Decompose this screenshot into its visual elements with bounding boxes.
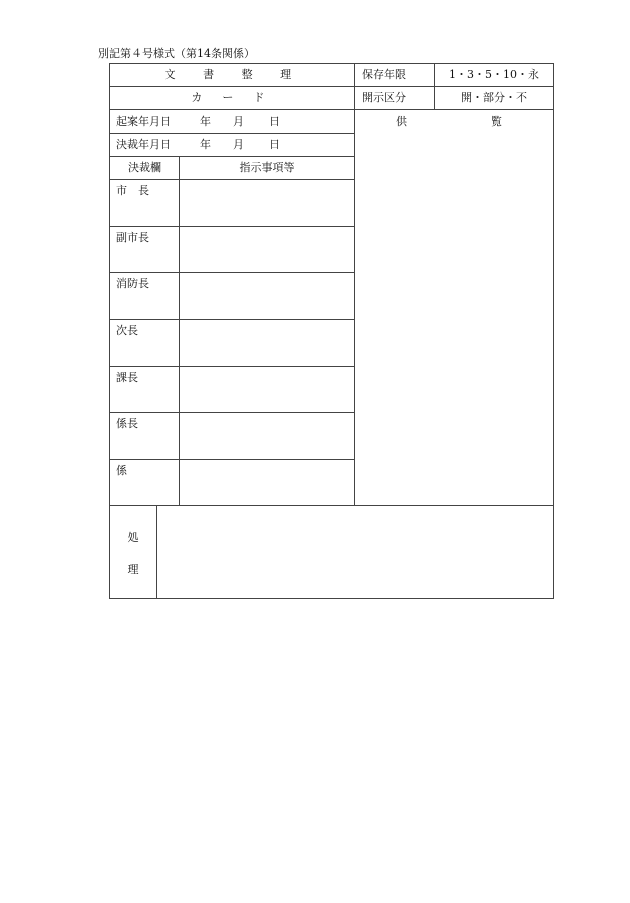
row-divider [110, 133, 354, 134]
approver-mayor: 市 長 [116, 184, 149, 197]
draft-date-label: 起案年月日 [116, 115, 171, 128]
draft-date-year: 年 [200, 115, 211, 128]
document-management-card [109, 63, 554, 599]
column-divider [354, 64, 355, 505]
decision-date-label: 決裁年月日 [116, 138, 171, 151]
column-divider [156, 505, 157, 598]
approver-staff: 係 [116, 464, 127, 477]
row-divider [110, 412, 354, 413]
row-divider [110, 459, 354, 460]
instruction-column-heading: 指示事項等 [239, 161, 295, 174]
retention-value: 1・3・5・10・永 [449, 68, 539, 81]
row-divider [110, 86, 553, 87]
row-divider [110, 505, 553, 506]
kyoran-label-left: 供 [396, 115, 407, 128]
card-title: 文 書 整 理 [164, 68, 300, 81]
draft-date-month: 月 [233, 115, 244, 128]
row-divider [110, 179, 354, 180]
draft-date-day: 日 [269, 115, 280, 128]
disclosure-value: 開・部分・不 [461, 91, 527, 104]
row-divider [110, 319, 354, 320]
approver-deputy-mayor: 副市長 [116, 231, 149, 244]
kyoran-label-right: 覧 [491, 115, 502, 128]
approver-section-chief: 課長 [116, 371, 138, 384]
row-divider [110, 366, 354, 367]
retention-label: 保存年限 [362, 68, 406, 81]
decision-date-month: 月 [233, 138, 244, 151]
approver-deputy-chief: 次長 [116, 324, 138, 337]
disclosure-label: 開示区分 [362, 91, 406, 104]
decision-column-heading: 決裁欄 [128, 161, 161, 174]
processing-label-2: 理 [127, 563, 139, 576]
row-divider [110, 226, 354, 227]
processing-label-1: 処 [127, 531, 139, 544]
card-subtitle: カ ー ド [191, 91, 273, 104]
column-divider [179, 156, 180, 505]
row-divider [110, 272, 354, 273]
row-divider [110, 109, 553, 110]
row-divider [110, 156, 354, 157]
approver-fire-chief: 消防長 [116, 277, 149, 290]
decision-date-day: 日 [269, 138, 280, 151]
form-caption: 別記第４号様式（第14条関係） [98, 47, 255, 60]
decision-date-year: 年 [200, 138, 211, 151]
approver-subsection-chief: 係長 [116, 417, 138, 430]
